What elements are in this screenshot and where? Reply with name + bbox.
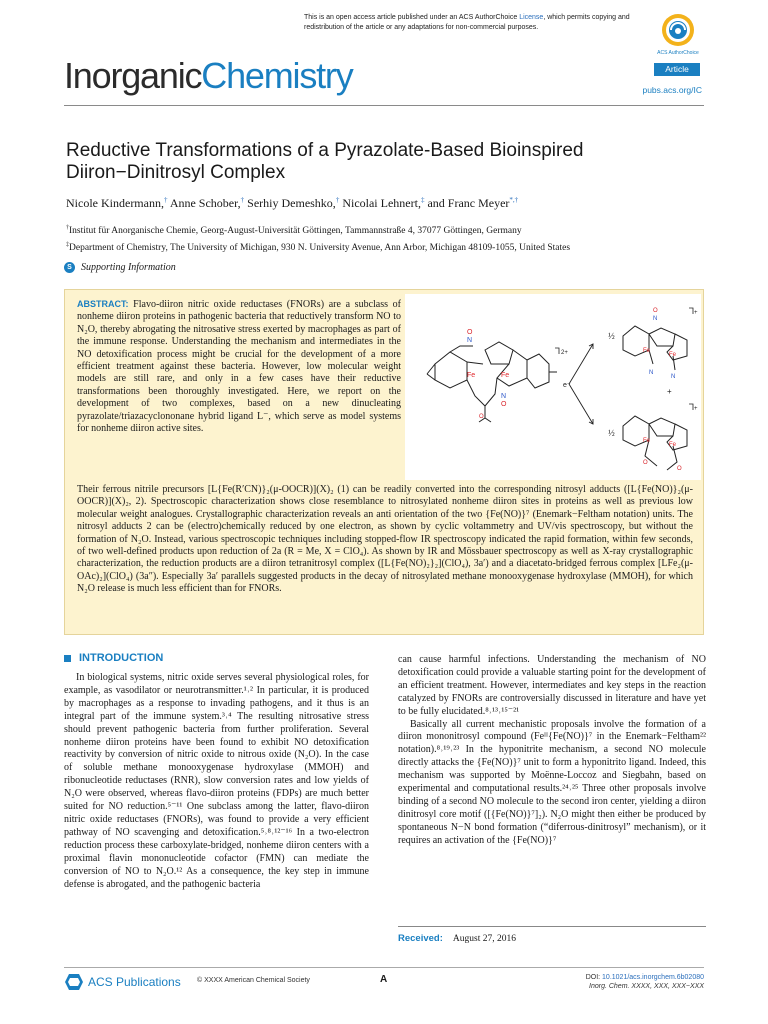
affiliation — [66, 239, 706, 254]
author-affil-mark: ‡ — [420, 196, 425, 204]
scheme-label: O — [653, 308, 658, 314]
author-name[interactable]: Serhiy Demeshko, — [247, 196, 336, 210]
scheme-half: ½ — [608, 331, 615, 341]
acs-hexagon-icon — [64, 973, 84, 991]
intro-column-right — [398, 654, 706, 848]
affiliation — [66, 222, 706, 237]
author-affil-mark: † — [240, 196, 245, 204]
scheme-label: O — [677, 466, 682, 472]
intro-column-left — [64, 672, 369, 891]
scheme-label: N — [501, 393, 507, 400]
scheme-label: O — [467, 329, 473, 336]
scheme-label: Fe — [643, 348, 651, 354]
diacetato-complex-3a-double-prime — [623, 404, 698, 472]
author-name[interactable]: Nicole Kindermann, — [66, 196, 164, 210]
page-number: A — [380, 974, 388, 985]
acs-publications-logo[interactable] — [64, 973, 181, 991]
intro-paragraph: can cause harmful infections. Understanding the mechanism of NO detoxification could provide a valuable starting point for the development of an efficient treatment. However, intermediates and key steps in the reaction catalyzed by FNORs are controversially discussed in literature and have yet to be fully elucidated.⁸˒¹³˒¹⁵⁻²¹ — [398, 654, 706, 717]
tetranitrosyl-complex-3a-prime — [623, 308, 698, 380]
license-link[interactable]: License — [519, 14, 544, 21]
abstract-intro-text — [77, 298, 401, 435]
author-affil-mark: *,† — [509, 196, 519, 204]
section-marker-icon — [64, 655, 71, 662]
toc-graphic — [405, 294, 701, 480]
scheme-label: N — [649, 370, 654, 376]
reaction-arrows — [569, 344, 593, 424]
abstract-full-text: Their ferrous nitrile precursors [L{Fe(R′CN)}₂(μ-OOCR)](X)₂ (1) can be readily converted into the corresponding nitrosyl adducts ([L{Fe(NO)}₂(μ-OOCR)](X)₂, 2). Spectroscopic characterization shows close resemblance to nitrosylated nonheme diiron sites in proteins as well as previous low molecular weight analogues. Crystallographic characterization reveals an anti orientation of the two {Fe(NO)}⁷ (Enemark−Feltham notation) units. The nitrosyl adducts 2 can be (electro)chemically reduced by one electron, as shown by cyclic voltammetry and UV/vis spectroscopy, but without the formation of N₂O. Instead, various spectroscopic techniques including stopped-flow IR spectroscopy indicated the rapid formation, within few seconds, of two well-defined products upon reduction of 2a (R = Me, X = ClO₄). As shown by IR and Mössbauer spectroscopy as well as X-ray crystallographic characterization, the reduction products are a diiron tetranitrosyl complex ([L{Fe(NO)₂}₂](ClO₄), 3a′) and a diacetato-bridged ferrous complex [LFe₂(μ-OAc)₂](ClO₄) (3a″). Especially 3a′ parallels suggested products in the decay of nitrosylated methane monooxygenase hydroxylase (MMOH), for which N₂O release is much less efficient than for FNORs. — [77, 484, 693, 595]
citation-line: Inorg. Chem. XXXX, XXX, XXX−XXX — [589, 983, 704, 990]
scheme-plus: + — [667, 387, 672, 396]
notice-prefix: This is an open access article published under an ACS AuthorChoice — [304, 14, 520, 21]
introduction-heading-text: INTRODUCTION — [79, 652, 164, 664]
author-affil-mark: † — [335, 196, 340, 204]
scheme-label: N — [467, 337, 473, 344]
author-affil-mark: † — [163, 196, 168, 204]
scheme-label: O — [479, 414, 484, 420]
doi-label: DOI: — [585, 974, 603, 981]
acs-authorchoice-badge — [655, 10, 701, 58]
author-list — [66, 192, 706, 211]
received-date-block — [398, 926, 706, 944]
journal-title-part1: Inorganic — [64, 55, 202, 96]
scheme-label: O — [643, 460, 648, 466]
footer-divider — [64, 967, 704, 968]
copyright-notice: © XXXX American Chemical Society — [197, 977, 310, 984]
scheme-label: O — [501, 401, 507, 408]
scheme-half: ½ — [608, 428, 615, 438]
scheme-electron: e⁻ — [563, 382, 571, 389]
scheme-label: N — [671, 374, 676, 380]
scheme-label: Fe — [669, 352, 677, 358]
scheme-charge: + — [694, 406, 698, 412]
received-label: Received: — [398, 933, 443, 944]
received-date: August 27, 2016 — [452, 934, 516, 944]
scheme-charge: + — [694, 310, 698, 316]
journal-title-part2: Chemistry — [201, 55, 353, 96]
intro-paragraph: Basically all current mechanistic proposals involve the formation of a diiron mononitrosyl compound (Feᴵᴵ{Fe(NO)}⁷ in the Enemark−Feltham²² notation).⁸˒¹⁹˒²³ In the hyponitrite mechanism, a second NO molecule directly attacks the {Fe(NO)}⁷ unit to form a hyponitrito ligand. Indeed, this mechanism was supported by Moënne-Loccoz and Siegbahn, based on experimental and computational results.²⁴˒²⁵ Three other proposals involve binding of a second NO molecule to the second iron center, yielding a diiron dinitrosyl core motif ([{Fe(NO)}⁷]₂). N₂O might then either be produced by spontaneous N−N bond formation (“diferrous-dinitrosyl” mechanism), or it requires an activation of the {Fe(NO)}⁷ — [398, 718, 706, 846]
scheme-label: Fe — [467, 372, 476, 379]
doi-block — [520, 973, 704, 991]
intro-paragraph: In biological systems, nitric oxide serves several physiological roles, for example, as vasodilator or neurotransmitter.¹˒² In particular, it is produced by macrophages as a response to invading pathogens, and it thus is an integral part of the immune system.³˒⁴ The resulting nitrosative stress should prevent pathogenic bacteria from further proliferation. Several nonheme diiron proteins have been found to exhibit NO detoxification reactivity by conversion of nitric oxide to nitrous oxide (N₂O). In the case of soluble methane monooxygenase hydroxylase (MMOH) and ribonucleotide reductases (RNR), slow conversion rates and low yields of N₂O were observed, whereas flavo-diiron proteins (FDPs) are much better suited for NO reduction.⁵⁻¹¹ One subclass among the latter, flavo-diiron nitric oxide reductases (FNORs), was found to provide a very efficient pathway of NO scavenging and detoxification.⁵˒⁸˒¹²⁻¹⁶ In a two-electron reduction process these carboxylate-bridged, nonheme diiron centers with a proximal flavin mononucleotide cofactor (FMN) can mediate the conversion of NO to N₂O.¹² As a consequence, the key step in immune defense is abrogated, and the pathogenic bacteria — [64, 672, 369, 890]
affiliation-text: Department of Chemistry, The University of Michigan, 930 N. University Avenue, Ann Arbor, Michigan 48109-1055, United States — [69, 243, 571, 254]
author-name[interactable]: Anne Schober, — [169, 196, 241, 210]
scheme-label: Fe — [501, 372, 510, 379]
affiliation-text: Institut für Anorganische Chemie, Georg-August-Universität Göttingen, Tammannstraße 4, 37077 Göttingen, Germany — [69, 226, 522, 237]
supporting-info-icon: S — [64, 262, 75, 273]
scheme-charge: 2+ — [561, 350, 568, 356]
affiliation-mark: † — [66, 225, 69, 231]
scheme-label: N — [653, 316, 658, 322]
journal-url-link[interactable]: pubs.acs.org/IC — [642, 85, 702, 95]
journal-title — [64, 56, 353, 96]
supporting-info-label: Supporting Information — [81, 262, 176, 273]
notice-suffix: , which permits copying and redistribution of the article or any adaptations for non-commercial purposes. — [304, 14, 630, 31]
abstract-box — [64, 289, 704, 635]
supporting-info-link[interactable] — [64, 262, 176, 273]
doi-link[interactable]: 10.1021/acs.inorgchem.6b02080 — [602, 974, 704, 981]
nitrosyl-complex-2 — [427, 329, 568, 422]
article-type-badge: Article — [654, 63, 700, 76]
abstract-left-text: Flavo-diiron nitric oxide reductases (FNORs) are a subclass of nonheme diiron proteins in pathogenic bacteria that reductively transform NO to N₂O, thereby abrogating the nitrosative stress exerted by macrophages as part of the immune response. Understanding the mechanism and intermediates in the NO detoxification process might be crucial for the development of a more efficient treatment against these bacteria. However, low molecular weight models are still rare, and only in a few cases have their reductive transformations been thoroughly investigated. Here, we report on the development of two complexes, based on a new dinucleating pyrazolate/triazacyclononane hybrid ligand L⁻, which serve as model systems for nonheme diiron active sites. — [77, 299, 401, 435]
introduction-heading — [64, 652, 163, 664]
publisher-name: ACS Publications — [88, 975, 181, 989]
article-title: Reductive Transformations of a Pyrazolate-Based Bioinspired Diiron−Dinitrosyl Complex — [66, 140, 584, 183]
author-name[interactable]: Nicolai Lehnert, — [342, 196, 421, 210]
abstract-heading: ABSTRACT: — [77, 299, 129, 309]
affiliation-mark: ‡ — [66, 242, 69, 248]
badge-text: ACS AuthorChoice — [657, 50, 699, 56]
header-divider — [64, 105, 704, 106]
scheme-label: Fe — [669, 442, 677, 448]
author-name[interactable]: and Franc Meyer — [427, 196, 510, 210]
open-access-notice — [304, 13, 649, 33]
scheme-label: Fe — [643, 438, 651, 444]
